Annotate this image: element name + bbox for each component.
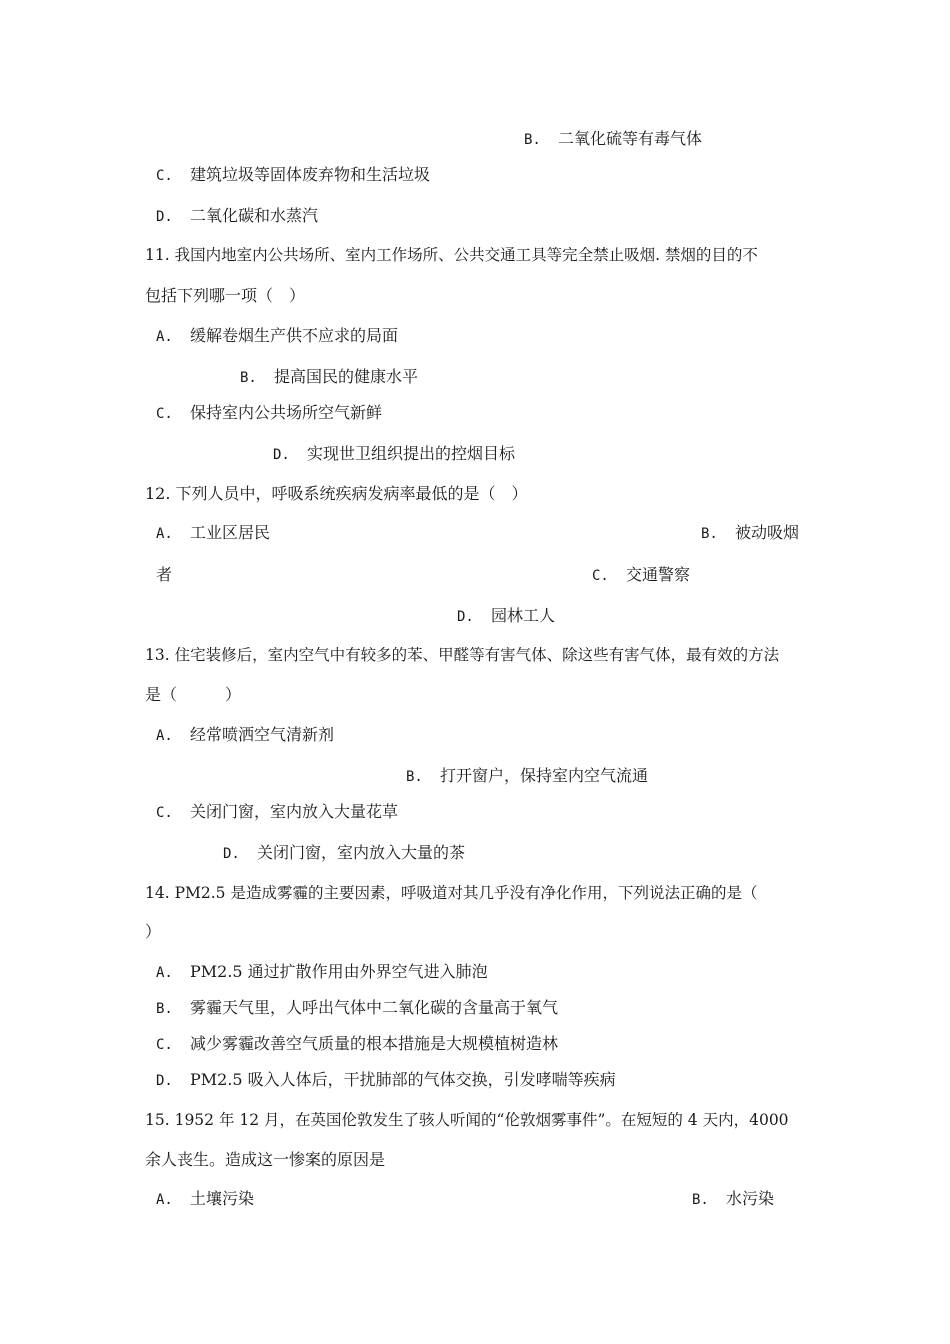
q12-option-c (592, 565, 690, 586)
q10-option-c (156, 165, 430, 186)
q11-option-c (156, 403, 382, 424)
option-label: B. (692, 1192, 709, 1208)
q11-option-d (273, 444, 515, 465)
option-label: A. (156, 526, 173, 542)
q14-stem-line2: ） (145, 922, 162, 941)
option-text: 交通警察 (626, 565, 691, 584)
option-text: 保持室内公共场所空气新鲜 (190, 403, 383, 422)
q11-option-a (156, 326, 398, 347)
q12-option-a (156, 523, 270, 544)
option-text: 提高国民的健康水平 (274, 367, 419, 386)
q15-option-b (692, 1189, 774, 1210)
option-label: A. (156, 1192, 173, 1208)
option-text: PM2.5 吸入人体后，干扰肺部的气体交换，引发哮喘等疾病 (190, 1070, 616, 1089)
q12-option-b (701, 523, 799, 544)
q13-option-c (156, 802, 398, 823)
option-label: C. (156, 406, 173, 422)
option-label: D. (273, 447, 290, 463)
option-text: 园林工人 (491, 606, 556, 625)
q12-option-d (457, 606, 555, 627)
q14-option-d (156, 1070, 616, 1091)
q15-option-a (156, 1189, 254, 1210)
option-text: 打开窗户，保持室内空气流通 (440, 766, 649, 785)
q15-stem-line2: 余人丧生。造成这一惨案的原因是 (145, 1150, 386, 1169)
q11-option-b (240, 367, 418, 388)
q13-stem-line1: 13. 住宅装修后，室内空气中有较多的苯、甲醛等有害气体、除这些有害气体，最有效的方法 (145, 646, 780, 664)
option-label: A. (156, 329, 173, 345)
option-label: A. (156, 965, 173, 981)
q12-stem-line1: 12. 下列人员中，呼吸系统疾病发病率最低的是（ ） (145, 484, 528, 503)
option-text: 被动吸烟 (735, 523, 800, 542)
q11-stem-line1: 11. 我国内地室内公共场所、室内工作场所、公共交通工具等完全禁止吸烟. 禁烟的目的不 (145, 246, 758, 264)
option-text: PM2.5 通过扩散作用由外界空气进入肺泡 (190, 962, 488, 981)
q14-option-a (156, 962, 488, 983)
option-text: 水污染 (726, 1189, 775, 1208)
q10-option-b (524, 129, 702, 150)
option-text: 缓解卷烟生产供不应求的局面 (190, 326, 399, 345)
option-text: 建筑垃圾等固体废弃物和生活垃圾 (190, 165, 431, 184)
q10-option-d (156, 206, 318, 227)
q14-option-c (156, 1034, 558, 1055)
option-label: C. (592, 568, 609, 584)
option-label: D. (156, 209, 173, 225)
option-label: B. (524, 132, 541, 148)
option-text: 减少雾霾改善空气质量的根本措施是大规模植树造林 (190, 1034, 559, 1053)
q13-stem-line2: 是（ ） (145, 685, 242, 704)
q13-option-d (223, 843, 465, 864)
q11-stem-line2: 包括下列哪一项（ ） (145, 286, 306, 305)
option-label: B. (240, 370, 257, 386)
option-label: B. (701, 526, 718, 542)
q14-stem-line1: 14. PM2.5 是造成雾霾的主要因素，呼吸道对其几乎没有净化作用，下列说法正确的是（ (145, 884, 758, 902)
option-label: D. (223, 846, 240, 862)
option-text: 工业区居民 (190, 523, 271, 542)
option-label: B. (406, 769, 423, 785)
option-label: C. (156, 805, 173, 821)
option-text: 二氧化碳和水蒸汽 (190, 206, 319, 225)
q15-stem-line1: 15. 1952 年 12 月，在英国伦敦发生了骇人听闻的“伦敦烟雾事件”。在短短的 4 天内，4000 (145, 1111, 789, 1129)
option-label: D. (156, 1073, 173, 1089)
option-label: B. (156, 1001, 173, 1017)
q12-option-b-continued: 者 (156, 565, 173, 584)
option-text: 实现世卫组织提出的控烟目标 (307, 444, 516, 463)
option-text: 关闭门窗，室内放入大量的茶 (257, 843, 466, 862)
q13-option-a (156, 725, 334, 746)
option-text: 土壤污染 (190, 1189, 255, 1208)
option-text: 经常喷洒空气清新剂 (190, 725, 335, 744)
option-label: D. (457, 609, 474, 625)
q13-option-b (406, 766, 648, 787)
option-text: 二氧化硫等有毒气体 (558, 129, 703, 148)
q14-option-b (156, 998, 558, 1019)
option-text: 关闭门窗，室内放入大量花草 (190, 802, 399, 821)
option-label: C. (156, 168, 173, 184)
option-label: C. (156, 1037, 173, 1053)
option-text: 雾霾天气里，人呼出气体中二氧化碳的含量高于氧气 (190, 998, 559, 1017)
option-label: A. (156, 728, 173, 744)
